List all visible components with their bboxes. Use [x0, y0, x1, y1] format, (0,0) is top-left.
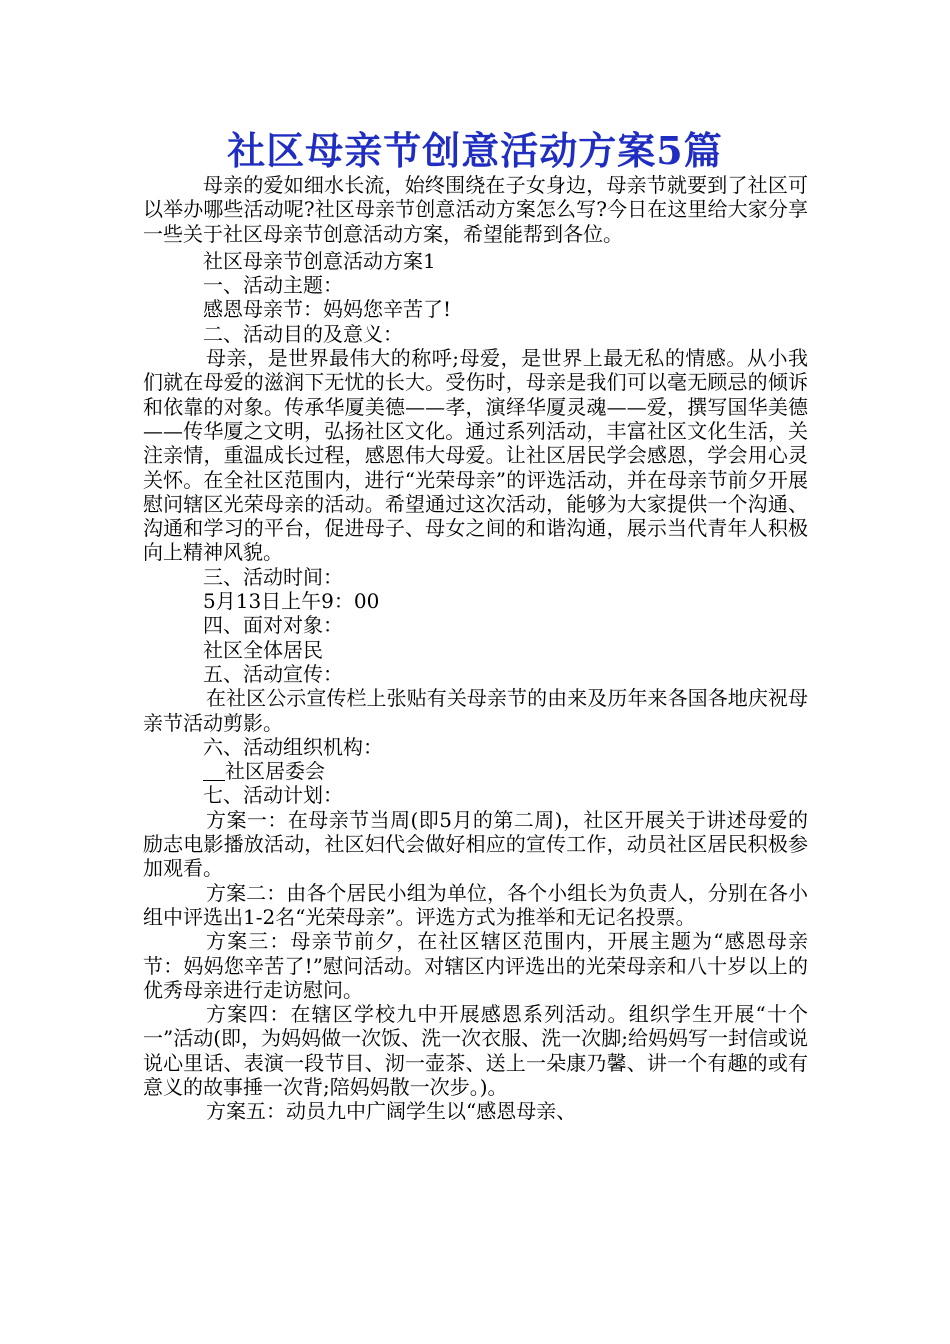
- section-heading: 社区母亲节创意活动方案1: [203, 248, 436, 273]
- heading-plan: 七、活动计划：: [203, 783, 343, 808]
- plan-one-paragraph: 方案一：在母亲节当周(即5月的第二周)，社区开展关于讲述母爱的励志电影播放活动，社区妇代会做好相应的宣传工作，动员社区居民积极参加观看。: [143, 807, 808, 881]
- document-body: [143, 173, 808, 1124]
- organizer-text: 社区居委会: [225, 759, 325, 784]
- document-title: 社区母亲节创意活动方案5篇: [227, 128, 723, 173]
- intro-paragraph: 母亲的爱如细水长流，始终围绕在子女身边，母亲节就要到了社区可以举办哪些活动呢?社区母亲节创意活动方案怎么写?今日在这里给大家分享一些关于社区母亲节创意活动方案，希望能帮到各位。: [143, 173, 808, 246]
- time-text: 5月13日上午9：00: [203, 589, 380, 614]
- publicity-paragraph: 在社区公示宣传栏上张贴有关母亲节的由来及历年来各国各地庆祝母亲节活动剪影。: [143, 686, 808, 735]
- blank-underline: [203, 762, 225, 781]
- plan-two-paragraph: 方案二：由各个居民小组为单位，各个小组长为负责人，分别在各小组中评选出1-2名“光荣母亲”。评选方式为推举和无记名投票。: [143, 880, 808, 929]
- plan-five-paragraph: 方案五：动员九中广阔学生以“感恩母亲、: [206, 1099, 577, 1124]
- heading-theme: 一、活动主题：: [203, 273, 343, 298]
- heading-audience: 四、面对对象：: [203, 613, 343, 638]
- heading-purpose: 二、活动目的及意义：: [203, 321, 403, 346]
- plan-four-paragraph: 方案四：在辖区学校九中开展感恩系列活动。组织学生开展“十个一”活动(即，为妈妈做一次饭、洗一次衣服、洗一次脚;给妈妈写一封信或说说心里话、表演一段节目、沏一壶茶、送上一朵康乃馨、讲一个有趣的或有意义的故事捶一次背;陪妈妈散一次步。)。: [143, 1002, 808, 1099]
- heading-publicity: 五、活动宣传：: [203, 661, 343, 686]
- organizer-line: [143, 759, 808, 783]
- heading-organizer: 六、活动组织机构：: [203, 734, 383, 759]
- purpose-paragraph: 母亲，是世界最伟大的称呼;母爱，是世界上最无私的情感。从小我们就在母爱的滋润下无忧的长大。受伤时，母亲是我们可以毫无顾忌的倾诉和依靠的对象。传承华厦美德——孝，演绎华厦灵魂——爱，撰写国华美德——传华厦之文明，弘扬社区文化。通过系列活动，丰富社区文化生活，关注亲情，重温成长过程，感恩伟大母爱。让社区居民学会感恩，学会用心灵关怀。在全社区范围内，进行“光荣母亲”的评选活动，并在母亲节前夕开展慰问辖区光荣母亲的活动。希望通过这次活动，能够为大家提供一个沟通、沟通和学习的平台，促进母子、母女之间的和谐沟通，展示当代青年人积极向上精神风貌。: [143, 346, 808, 565]
- plan-three-paragraph: 方案三：母亲节前夕，在社区辖区范围内，开展主题为“感恩母亲节：妈妈您辛苦了!”慰问活动。对辖区内评选出的光荣母亲和八十岁以上的优秀母亲进行走访慰问。: [143, 929, 808, 1002]
- heading-time: 三、活动时间：: [203, 564, 343, 589]
- audience-text: 社区全体居民: [203, 637, 323, 662]
- theme-text: 感恩母亲节：妈妈您辛苦了!: [203, 297, 452, 322]
